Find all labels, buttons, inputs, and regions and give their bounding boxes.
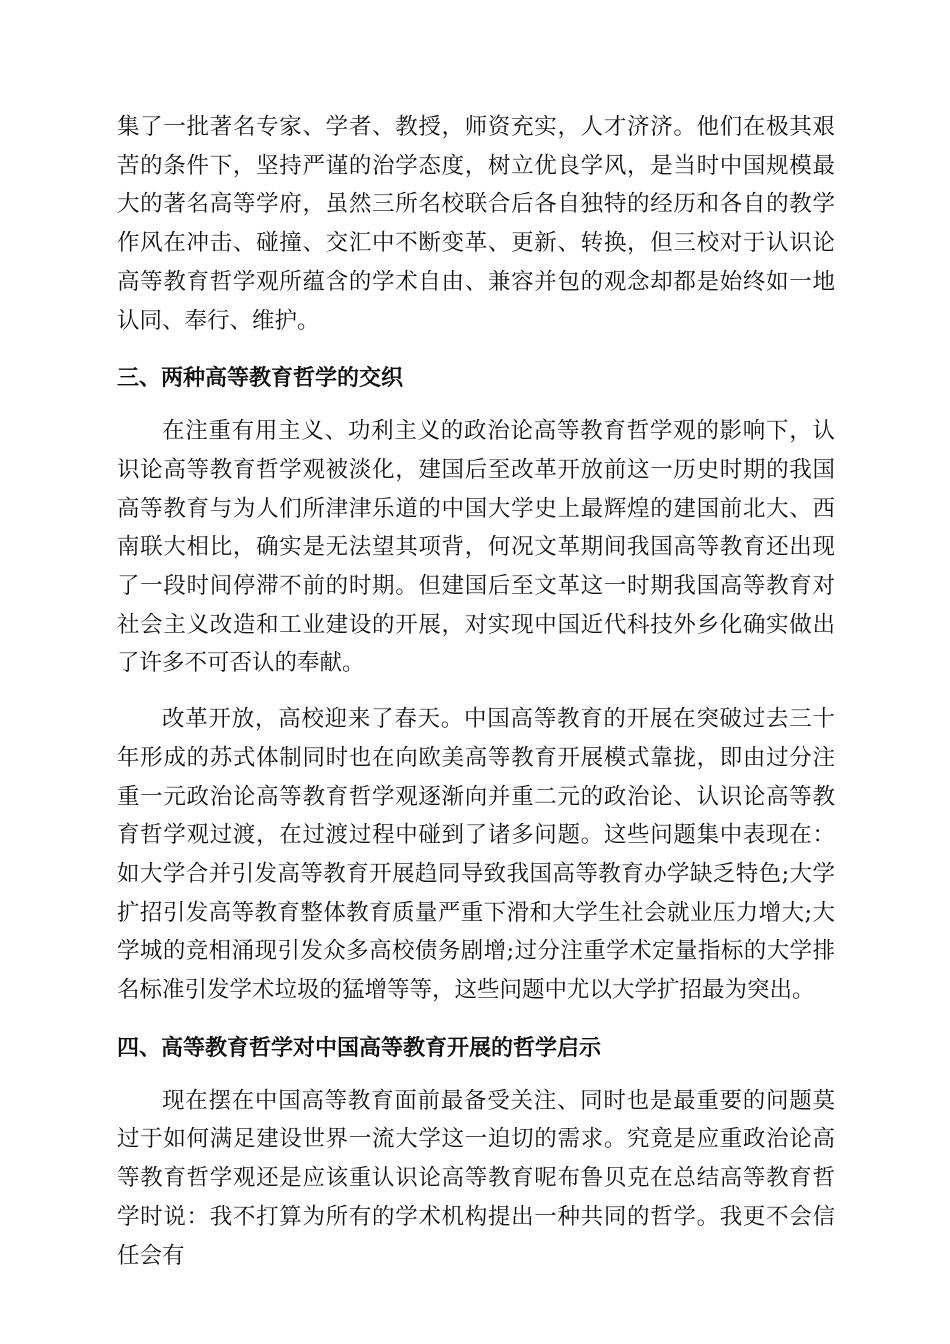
section-4-paragraph-1: 现在摆在中国高等教育面前最备受关注、同时也是最重要的问题莫过于如何满足建设世界一流大学这一迫切的需求。究竟是应重政治论高等教育哲学观还是应该重认识论高等教育呢布鲁贝克在总结高等教育哲学时说：我不打算为所有的学术机构提出一种共同的哲学。我更不会信任会有 bbox=[117, 1087, 835, 1269]
document-body bbox=[117, 108, 835, 1275]
section-4-heading: 四、高等教育哲学对中国高等教育开展的哲学启示 bbox=[117, 1035, 602, 1061]
intro-paragraph: 集了一批著名专家、学者、教授，师资充实，人才济济。他们在极其艰苦的条件下，坚持严谨的治学态度，树立优良学风，是当时中国规模最大的著名高等学府，虽然三所名校联合后各自独特的经历和各自的教学作风在冲击、碰撞、交汇中不断变革、更新、转换，但三校对于认识论高等教育哲学观所蕴含的学术自由、兼容并包的观念却都是始终如一地认同、奉行、维护。 bbox=[117, 114, 835, 334]
spacer bbox=[117, 340, 835, 360]
spacer bbox=[117, 1068, 835, 1082]
section-3-paragraph-2: 改革开放，高校迎来了春天。中国高等教育的开展在突破过去三十年形成的苏式体制同时也在向欧美高等教育开展模式靠拢，即由过分注重一元政治论高等教育哲学观逐渐向并重二元的政治论、认识论高等教育哲学观过渡，在过渡过程中碰到了诸多问题。这些问题集中表现在：如大学合并引发高等教育开展趋同导致我国高等教育办学缺乏特色;大学扩招引发高等教育整体教育质量严重下滑和大学生社会就业压力增大;大学城的竞相涌现引发众多高校债务剧增;过分注重学术定量指标的大学排名标准引发学术垃圾的猛增等等，这些问题中尤以大学扩招最为突出。 bbox=[117, 706, 835, 1004]
spacer bbox=[117, 398, 835, 412]
spacer bbox=[117, 683, 835, 700]
spacer bbox=[117, 1010, 835, 1030]
section-3-paragraph-1: 在注重有用主义、功利主义的政治论高等教育哲学观的影响下，认识论高等教育哲学观被淡化，建国后至改革开放前这一历史时期的我国高等教育与为人们所津津乐道的中国大学史上最辉煌的建国前北大、西南联大相比，确实是无法望其项背，何况文革期间我国高等教育还出现了一段时间停滞不前的时期。但建国后至文革这一时期我国高等教育对社会主义改造和工业建设的开展，对实现中国近代科技外乡化确实做出了许多不可否认的奉献。 bbox=[117, 418, 835, 677]
section-3-heading: 三、两种高等教育哲学的交织 bbox=[117, 366, 404, 392]
